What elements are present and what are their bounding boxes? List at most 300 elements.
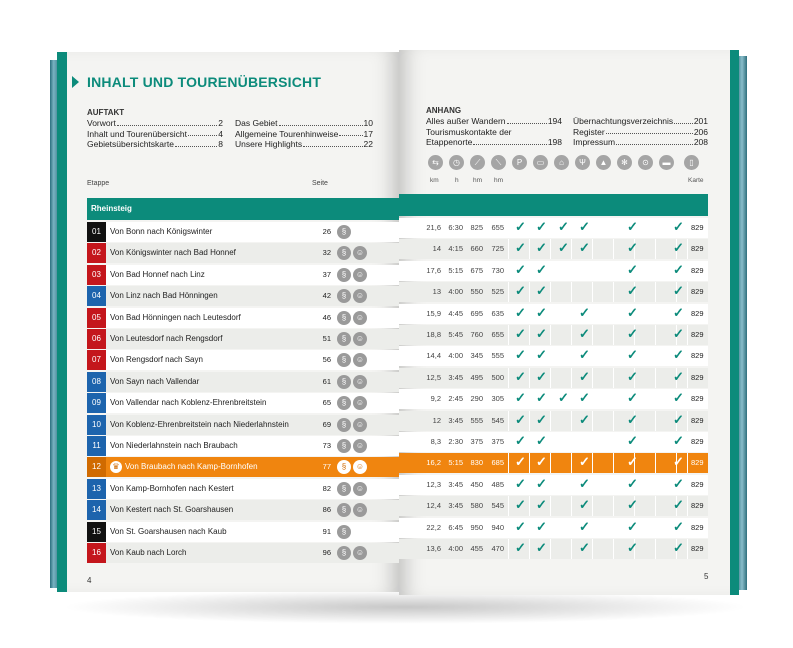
auftakt-col2 xyxy=(235,118,373,150)
stage-hours: 6:45 xyxy=(448,522,463,532)
column-divider xyxy=(529,539,530,559)
column-divider xyxy=(687,432,688,452)
check-icon: ✓ xyxy=(627,475,638,491)
family-icon: § xyxy=(337,418,351,432)
check-icon: ✓ xyxy=(627,518,638,534)
column-divider xyxy=(655,325,656,345)
check-icon: ✓ xyxy=(579,326,590,341)
stage-map: 829 xyxy=(691,287,704,297)
column-divider xyxy=(592,432,593,452)
column-divider xyxy=(613,453,614,473)
check-icon: ✓ xyxy=(627,497,638,513)
winter-icon: ✻ xyxy=(617,155,632,170)
stage-name[interactable]: Von Kaub nach Lorch xyxy=(110,548,187,557)
column-divider xyxy=(592,475,593,495)
section-band-right xyxy=(399,194,708,216)
column-divider xyxy=(655,218,656,238)
column-divider xyxy=(571,539,572,559)
check-icon: ✓ xyxy=(673,518,684,534)
stage-hours: 5:15 xyxy=(448,265,463,275)
toc-entry[interactable]: Übernachtungsverzeichnis 201 xyxy=(573,116,708,126)
stage-km: 17,6 xyxy=(426,265,441,275)
column-divider xyxy=(687,239,688,259)
column-divider xyxy=(655,304,656,324)
stage-stats-row[interactable] xyxy=(399,475,708,495)
column-divider xyxy=(655,518,656,538)
stage-descent: 545 xyxy=(491,501,504,511)
column-divider xyxy=(550,282,551,302)
check-icon: ✓ xyxy=(673,368,684,384)
stage-km: 14,4 xyxy=(426,351,441,361)
check-icon: ✓ xyxy=(579,390,590,406)
hm-up-header: hm xyxy=(473,177,483,184)
column-divider xyxy=(571,453,572,473)
kids-icon: ☺ xyxy=(353,503,367,517)
column-divider xyxy=(550,411,551,431)
column-divider xyxy=(571,261,572,281)
column-divider xyxy=(529,325,530,345)
column-divider xyxy=(550,239,551,259)
column-divider xyxy=(655,539,656,559)
column-divider xyxy=(592,368,593,388)
column-divider xyxy=(592,325,593,345)
stage-number: 08 xyxy=(87,372,106,392)
stage-stats-row[interactable] xyxy=(399,539,708,559)
family-icon: § xyxy=(337,268,351,282)
stage-row[interactable] xyxy=(87,436,399,456)
kids-icon: ☺ xyxy=(353,246,367,260)
column-divider xyxy=(613,261,614,281)
column-divider xyxy=(687,496,688,516)
stage-map: 829 xyxy=(691,544,704,553)
column-divider xyxy=(550,539,551,559)
column-divider xyxy=(613,518,614,538)
toc-entry[interactable]: Allgemeine Tourenhinweise 17 xyxy=(235,128,373,139)
title-arrow-icon xyxy=(72,76,79,88)
stage-name[interactable]: Von Leutesdorf nach Rengsdorf xyxy=(110,334,223,343)
check-icon: ✓ xyxy=(673,454,684,470)
stage-ascent: 550 xyxy=(470,287,483,297)
column-divider xyxy=(592,411,593,431)
stage-stats-row[interactable] xyxy=(399,453,708,473)
stage-hours: 2:45 xyxy=(448,394,463,404)
check-icon: ✓ xyxy=(515,368,526,384)
stage-row[interactable] xyxy=(87,415,399,435)
column-divider xyxy=(508,282,509,302)
stage-stats-row[interactable] xyxy=(399,389,708,409)
stage-page: 37 xyxy=(322,269,331,279)
toc-entry[interactable]: Das Gebiet 10 xyxy=(235,118,373,128)
auftakt-col1 xyxy=(87,118,223,150)
stage-map: 829 xyxy=(691,522,704,532)
column-divider xyxy=(687,453,688,473)
stage-stats-row[interactable] xyxy=(399,496,708,516)
stage-name[interactable]: Von Kamp-Bornhofen nach Kestert xyxy=(110,483,234,493)
column-divider xyxy=(687,325,688,345)
stage-ascent: 450 xyxy=(470,479,483,489)
page-number-left: 4 xyxy=(87,576,92,585)
kids-icon: ☺ xyxy=(353,460,367,474)
check-icon: ✓ xyxy=(515,497,526,513)
column-divider xyxy=(550,518,551,538)
check-icon: ✓ xyxy=(536,219,547,234)
check-icon: ✓ xyxy=(627,326,638,341)
stage-hours: 5:45 xyxy=(448,330,463,339)
anhang-col2 xyxy=(573,116,708,148)
stage-map: 829 xyxy=(691,223,704,232)
column-divider xyxy=(613,389,614,409)
stage-name[interactable]: Von Koblenz-Ehrenbreitstein nach Niederlahnstein xyxy=(110,419,289,429)
left-accent-bar xyxy=(57,52,67,592)
stage-hours: 4:45 xyxy=(448,308,463,318)
column-divider xyxy=(529,389,530,409)
stage-km: 8,3 xyxy=(430,437,441,446)
toc-entry[interactable]: Register 206 xyxy=(573,126,708,137)
stage-row[interactable] xyxy=(87,372,399,392)
hut-icon: ▲ xyxy=(596,155,611,170)
check-icon: ✓ xyxy=(627,261,638,277)
descent-icon: ⟍ xyxy=(491,155,506,170)
stage-stats-row[interactable] xyxy=(399,239,708,259)
stage-row[interactable] xyxy=(87,479,399,499)
stage-name[interactable]: Von Linz nach Bad Hönningen xyxy=(110,291,218,301)
stage-hours: 5:15 xyxy=(448,458,463,468)
kids-icon: ☺ xyxy=(353,418,367,432)
column-divider xyxy=(529,453,530,473)
column-divider xyxy=(592,453,593,473)
stage-row[interactable] xyxy=(87,222,399,242)
toc-entry[interactable]: Gebietsübersichtskarte 8 xyxy=(87,139,223,149)
check-icon: ✓ xyxy=(579,454,590,470)
stage-row[interactable] xyxy=(87,265,399,285)
column-divider xyxy=(571,496,572,516)
column-divider xyxy=(592,346,593,366)
column-divider xyxy=(550,304,551,324)
family-icon: § xyxy=(337,311,351,325)
column-divider xyxy=(529,411,530,431)
stage-descent: 375 xyxy=(491,437,504,446)
check-icon: ✓ xyxy=(627,390,638,406)
stage-descent: 500 xyxy=(491,372,504,382)
section-band-left xyxy=(87,198,399,220)
stage-row[interactable] xyxy=(87,329,399,349)
toc-entry[interactable]: Etappenorte 198 xyxy=(426,137,562,147)
stage-ascent: 660 xyxy=(470,244,483,254)
toc-entry[interactable]: Alles außer Wandern 194 xyxy=(426,116,562,126)
stage-descent: 305 xyxy=(491,394,504,404)
book-shadow xyxy=(60,590,750,624)
column-divider xyxy=(550,475,551,495)
stage-stats-row[interactable] xyxy=(399,411,708,431)
stage-number: 04 xyxy=(87,286,106,306)
check-icon: ✓ xyxy=(515,433,526,448)
stage-ascent: 495 xyxy=(470,372,483,382)
karte-header: Karte xyxy=(688,177,704,184)
stage-number: 09 xyxy=(87,393,106,413)
column-divider xyxy=(529,368,530,388)
column-divider xyxy=(655,346,656,366)
stage-ascent: 760 xyxy=(470,330,483,339)
stage-km: 22,2 xyxy=(426,522,441,532)
column-divider xyxy=(571,282,572,302)
stage-hours: 4:15 xyxy=(448,244,463,254)
stage-name[interactable]: Von St. Goarshausen nach Kaub xyxy=(110,526,227,536)
check-icon: ✓ xyxy=(515,219,526,234)
check-icon: ✓ xyxy=(579,240,590,256)
column-divider xyxy=(571,325,572,345)
column-divider xyxy=(550,432,551,452)
stage-name[interactable]: Von Sayn nach Vallendar xyxy=(110,376,200,386)
anhang-heading: ANHANG xyxy=(426,106,462,115)
column-divider xyxy=(508,411,509,431)
stage-descent: 730 xyxy=(491,265,504,275)
check-icon: ✓ xyxy=(579,497,590,513)
column-divider xyxy=(655,411,656,431)
kids-icon: ☺ xyxy=(353,332,367,346)
stage-name[interactable]: Von Bonn nach Königswinter xyxy=(110,227,213,236)
column-divider xyxy=(508,346,509,366)
stage-stats-row[interactable] xyxy=(399,218,708,238)
column-divider xyxy=(529,218,530,238)
family-icon: § xyxy=(337,525,351,539)
stage-stats-row[interactable] xyxy=(399,368,708,388)
stage-number: 06 xyxy=(87,329,106,349)
check-icon: ✓ xyxy=(536,540,547,555)
stage-km: 12 xyxy=(432,415,441,425)
stage-number: 14 xyxy=(87,500,106,520)
stage-page: 56 xyxy=(322,355,331,365)
stage-page: 42 xyxy=(322,291,331,301)
stage-row[interactable] xyxy=(87,500,399,520)
family-icon: § xyxy=(337,375,351,389)
check-icon: ✓ xyxy=(673,219,684,234)
stage-descent: 725 xyxy=(491,244,504,254)
stage-page: 69 xyxy=(322,419,331,429)
bike-icon: ⊙ xyxy=(638,155,653,170)
column-divider xyxy=(592,239,593,259)
stage-page: 82 xyxy=(322,483,331,493)
page-number-right: 5 xyxy=(704,572,709,581)
stage-name[interactable]: Von Rengsdorf nach Sayn xyxy=(110,355,203,365)
stage-name[interactable]: Von Niederlahnstein nach Braubach xyxy=(110,441,238,450)
kids-icon: ☺ xyxy=(353,289,367,303)
toc-entry[interactable]: Inhalt und Tourenübersicht 4 xyxy=(87,128,223,139)
stage-row[interactable] xyxy=(87,350,399,370)
column-divider xyxy=(687,261,688,281)
check-icon: ✓ xyxy=(673,326,684,341)
check-icon: ✓ xyxy=(558,390,569,406)
bus-icon: ▭ xyxy=(533,155,548,170)
stage-stats-row[interactable] xyxy=(399,432,708,452)
stage-map: 829 xyxy=(691,437,704,446)
column-divider xyxy=(508,496,509,516)
check-icon: ✓ xyxy=(579,475,590,491)
check-icon: ✓ xyxy=(673,347,684,363)
check-icon: ✓ xyxy=(627,347,638,363)
stage-hours: 4:00 xyxy=(448,287,463,297)
stage-hours: 4:00 xyxy=(448,544,463,553)
stage-map: 829 xyxy=(691,415,704,425)
check-icon: ✓ xyxy=(627,240,638,256)
stage-number: 07 xyxy=(87,350,106,370)
column-divider xyxy=(508,539,509,559)
stage-page: 32 xyxy=(322,248,331,258)
stage-page: 46 xyxy=(322,312,331,322)
column-divider xyxy=(687,539,688,559)
stage-descent: 635 xyxy=(491,308,504,318)
column-divider xyxy=(613,218,614,238)
check-icon: ✓ xyxy=(536,283,547,299)
stage-name[interactable]: Von Vallendar nach Koblenz-Ehrenbreitstein xyxy=(110,398,267,408)
column-divider xyxy=(529,261,530,281)
stage-ascent: 950 xyxy=(470,522,483,532)
column-divider xyxy=(655,496,656,516)
stage-hours: 4:00 xyxy=(448,351,463,361)
column-divider xyxy=(613,282,614,302)
column-divider xyxy=(571,432,572,452)
check-icon: ✓ xyxy=(536,497,547,513)
stage-map: 829 xyxy=(691,501,704,511)
column-divider xyxy=(571,346,572,366)
family-icon: § xyxy=(337,439,351,453)
stage-number: 13 xyxy=(87,479,106,499)
stage-row[interactable] xyxy=(87,522,399,542)
stage-name[interactable]: Von Bad Hönningen nach Leutesdorf xyxy=(110,312,241,322)
family-icon: § xyxy=(337,332,351,346)
stage-number: 16 xyxy=(87,543,106,563)
stage-page: 51 xyxy=(322,334,331,343)
stage-stats-row[interactable] xyxy=(399,304,708,324)
stage-ascent: 375 xyxy=(470,437,483,446)
section-label: Rheinsteig xyxy=(91,204,132,213)
check-icon: ✓ xyxy=(673,433,684,448)
check-icon: ✓ xyxy=(515,411,526,427)
column-divider xyxy=(529,518,530,538)
check-icon: ✓ xyxy=(579,411,590,427)
kids-icon: ☺ xyxy=(353,268,367,282)
stage-km: 14 xyxy=(432,244,441,254)
stage-number: 05 xyxy=(87,308,106,328)
stage-km: 16,2 xyxy=(426,458,441,468)
stage-descent: 485 xyxy=(491,479,504,489)
check-icon: ✓ xyxy=(536,390,547,406)
stage-descent: 940 xyxy=(491,522,504,532)
column-divider xyxy=(613,304,614,324)
stage-ascent: 695 xyxy=(470,308,483,318)
column-divider xyxy=(687,411,688,431)
stage-km: 12,5 xyxy=(426,372,441,382)
column-divider xyxy=(508,475,509,495)
stage-hours: 6:30 xyxy=(448,223,463,232)
kids-icon: ☺ xyxy=(353,311,367,325)
toc-entry-text[interactable]: Tourismuskontakte der xyxy=(426,126,512,137)
stage-km: 18,8 xyxy=(426,330,441,339)
kids-icon: ☺ xyxy=(353,546,367,560)
column-divider xyxy=(529,282,530,302)
check-icon: ✓ xyxy=(673,497,684,513)
column-divider xyxy=(687,518,688,538)
check-icon: ✓ xyxy=(536,347,547,363)
stage-row[interactable] xyxy=(87,457,399,477)
stage-row[interactable] xyxy=(87,286,399,306)
toc-entry[interactable]: Vorwort 2 xyxy=(87,118,223,128)
check-icon: ✓ xyxy=(579,368,590,384)
column-divider xyxy=(613,475,614,495)
clock-icon: ◷ xyxy=(449,155,464,170)
left-page xyxy=(57,52,399,592)
stage-ascent: 830 xyxy=(470,458,483,468)
stage-stats-row[interactable] xyxy=(399,282,708,302)
check-icon: ✓ xyxy=(515,475,526,491)
stage-map: 829 xyxy=(691,244,704,254)
column-divider xyxy=(550,368,551,388)
stage-km: 9,2 xyxy=(430,394,441,404)
stage-stats-row[interactable] xyxy=(399,261,708,281)
check-icon: ✓ xyxy=(673,261,684,277)
check-icon: ✓ xyxy=(627,368,638,384)
column-divider xyxy=(571,475,572,495)
check-icon: ✓ xyxy=(536,518,547,534)
check-icon: ✓ xyxy=(515,304,526,320)
right-page xyxy=(399,50,739,595)
stage-row[interactable] xyxy=(87,543,399,563)
stage-row[interactable] xyxy=(87,243,399,263)
column-divider xyxy=(592,282,593,302)
parking-icon: P xyxy=(512,155,527,170)
family-icon: § xyxy=(337,289,351,303)
stage-page: 77 xyxy=(322,462,331,472)
check-icon: ✓ xyxy=(673,411,684,427)
kids-icon: ☺ xyxy=(353,482,367,496)
check-icon: ✓ xyxy=(579,347,590,363)
stage-name[interactable]: Von Bad Honnef nach Linz xyxy=(110,269,205,279)
column-divider xyxy=(529,346,530,366)
stage-row[interactable] xyxy=(87,308,399,328)
stage-number: 15 xyxy=(87,522,106,542)
stage-number: 02 xyxy=(87,243,106,263)
check-icon: ✓ xyxy=(515,347,526,363)
stage-descent: 555 xyxy=(491,351,504,361)
stage-map: 829 xyxy=(691,265,704,275)
column-divider xyxy=(613,346,614,366)
toc-entry[interactable]: Unsere Highlights 22 xyxy=(235,139,373,149)
stage-map: 829 xyxy=(691,372,704,382)
column-divider xyxy=(508,453,509,473)
check-icon: ✓ xyxy=(673,304,684,320)
stage-stats-row[interactable] xyxy=(399,325,708,345)
column-divider xyxy=(592,389,593,409)
stage-name[interactable]: Von Königswinter nach Bad Honnef xyxy=(110,248,236,258)
stage-stats-row[interactable] xyxy=(399,346,708,366)
stage-row[interactable] xyxy=(87,393,399,413)
stage-name[interactable]: Von Kestert nach St. Goarshausen xyxy=(110,505,234,515)
stage-number: 03 xyxy=(87,265,106,285)
stage-ascent: 555 xyxy=(470,415,483,425)
stage-name[interactable]: Von Braubach nach Kamp-Bornhofen xyxy=(125,462,258,472)
family-icon: § xyxy=(337,353,351,367)
stage-ascent: 675 xyxy=(470,265,483,275)
cable-car-icon: ⌂ xyxy=(554,155,569,170)
stage-hours: 3:45 xyxy=(448,415,463,425)
stage-stats-row[interactable] xyxy=(399,518,708,538)
toc-entry[interactable]: Impressum 208 xyxy=(573,137,708,147)
stage-km: 12,4 xyxy=(426,501,441,511)
ascent-icon: ⟋ xyxy=(470,155,485,170)
direction-icon: ⇆ xyxy=(428,155,443,170)
column-divider xyxy=(550,346,551,366)
stage-hours: 3:45 xyxy=(448,479,463,489)
column-divider xyxy=(592,539,593,559)
